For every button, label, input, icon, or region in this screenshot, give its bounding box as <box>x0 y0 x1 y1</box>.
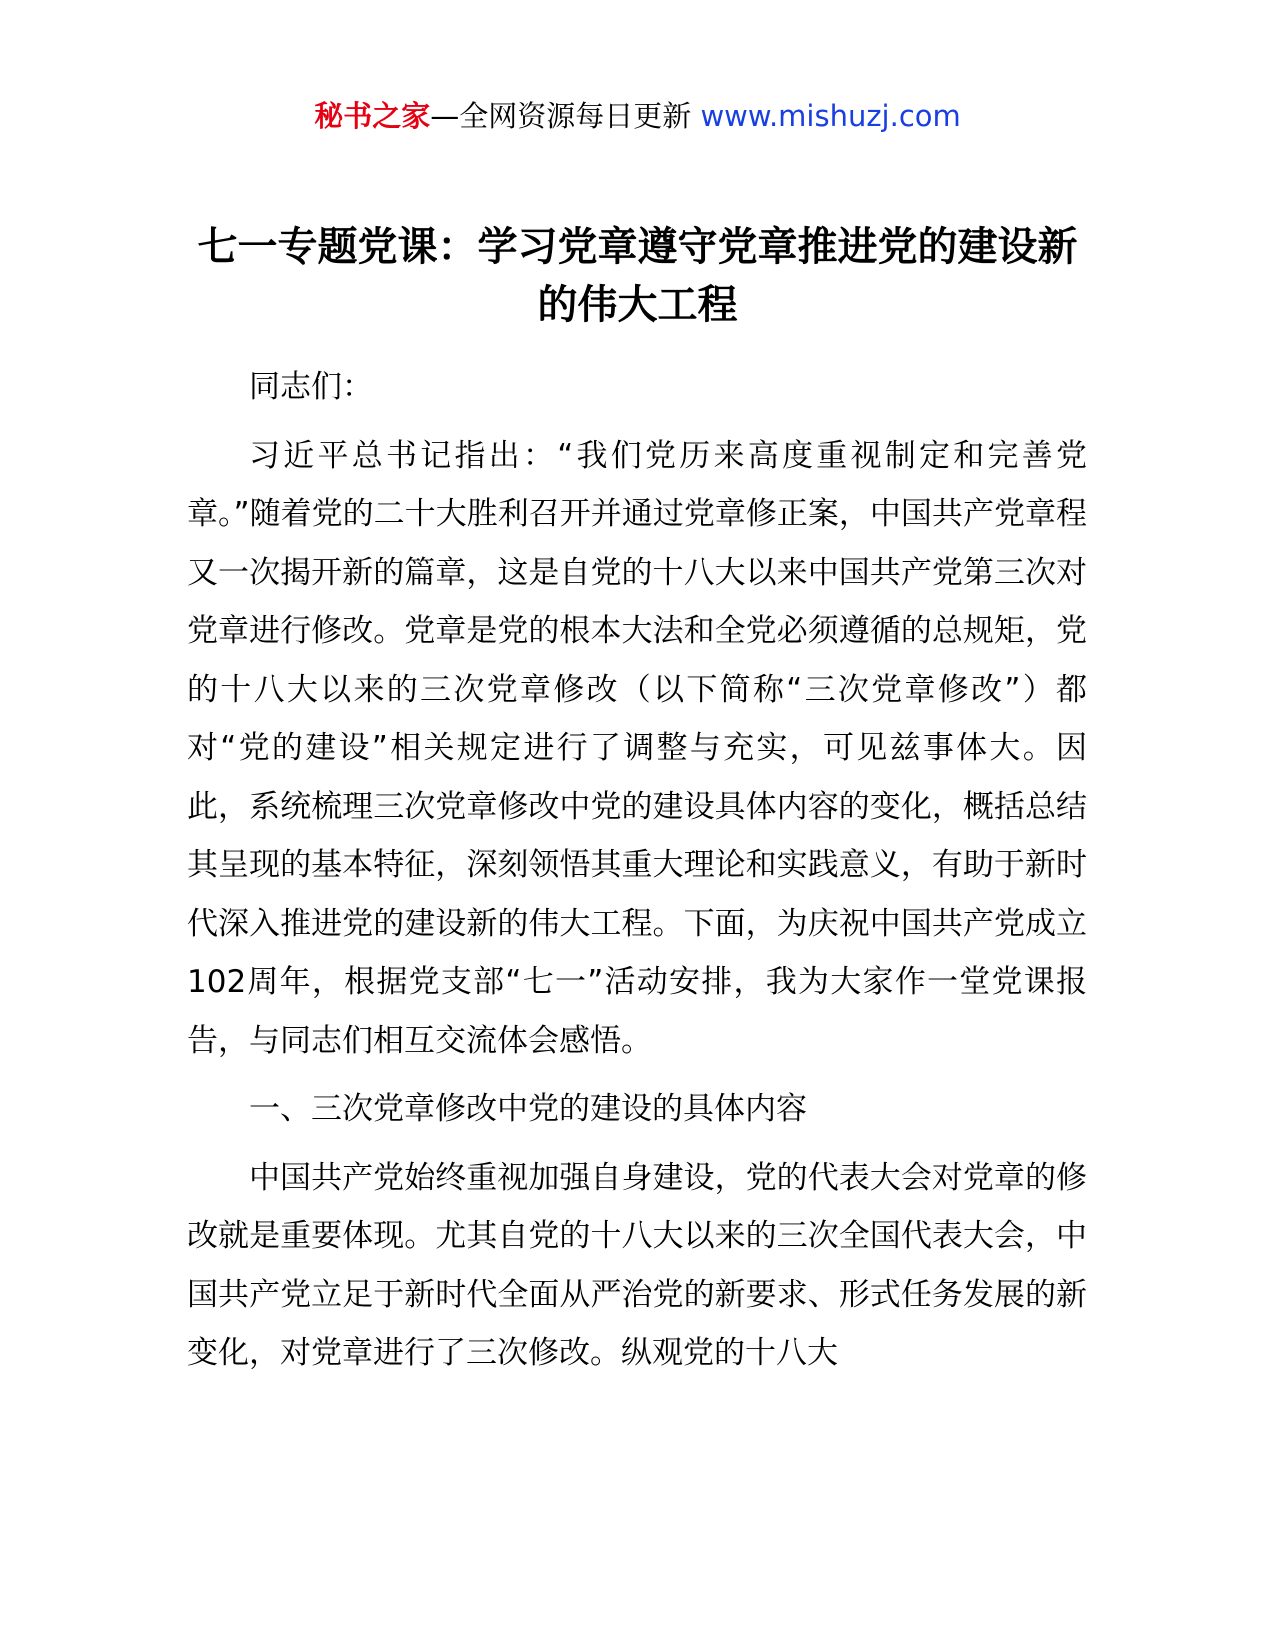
document-body <box>187 358 1087 1393</box>
document-title: 七一专题党课：学习党章遵守党章推进党的建设新的伟大工程 <box>197 224 1078 328</box>
site-brand: 秘书之家 <box>314 99 431 133</box>
body-paragraph: 习近平总书记指出：“我们党历来高度重视制定和完善党章。”随着党的二十大胜利召开并通过党章修正案，中国共产党章程又一次揭开新的篇章，这是自党的十八大以来中国共产党第三次对党章进行修改。党章是党的根本大法和全党必须遵循的总规矩，党的十八大以来的三次党章修改（以下简称“三次党章修改”）都对“党的建设”相关规定进行了调整与充实，可见兹事体大。因此，系统梳理三次党章修改中党的建设具体内容的变化，概括总结其呈现的基本特征，深刻领悟其重大理论和实践意义，有助于新时代深入推进党的建设新的伟大工程。下面，为庆祝中国共产党成立102周年，根据党支部“七一”活动安排，我为大家作一堂党课报告，与同志们相互交流体会感悟。 <box>187 437 1087 1059</box>
body-paragraph: 中国共产党始终重视加强自身建设，党的代表大会对党章的修改就是重要体现。尤其自党的十八大以来的三次全国代表大会，中国共产党立足于新时代全面从严治党的新要求、形式任务发展的新变化，对党章进行了三次修改。纵观党的十八大 <box>187 1159 1087 1371</box>
site-header <box>0 96 1275 136</box>
salutation: 同志们： <box>249 369 373 405</box>
site-url[interactable]: www.mishuzj.com <box>700 99 961 133</box>
site-tagline: —全网资源每日更新 <box>430 99 701 133</box>
section-heading: 一、三次党章修改中党的建设的具体内容 <box>249 1091 807 1127</box>
